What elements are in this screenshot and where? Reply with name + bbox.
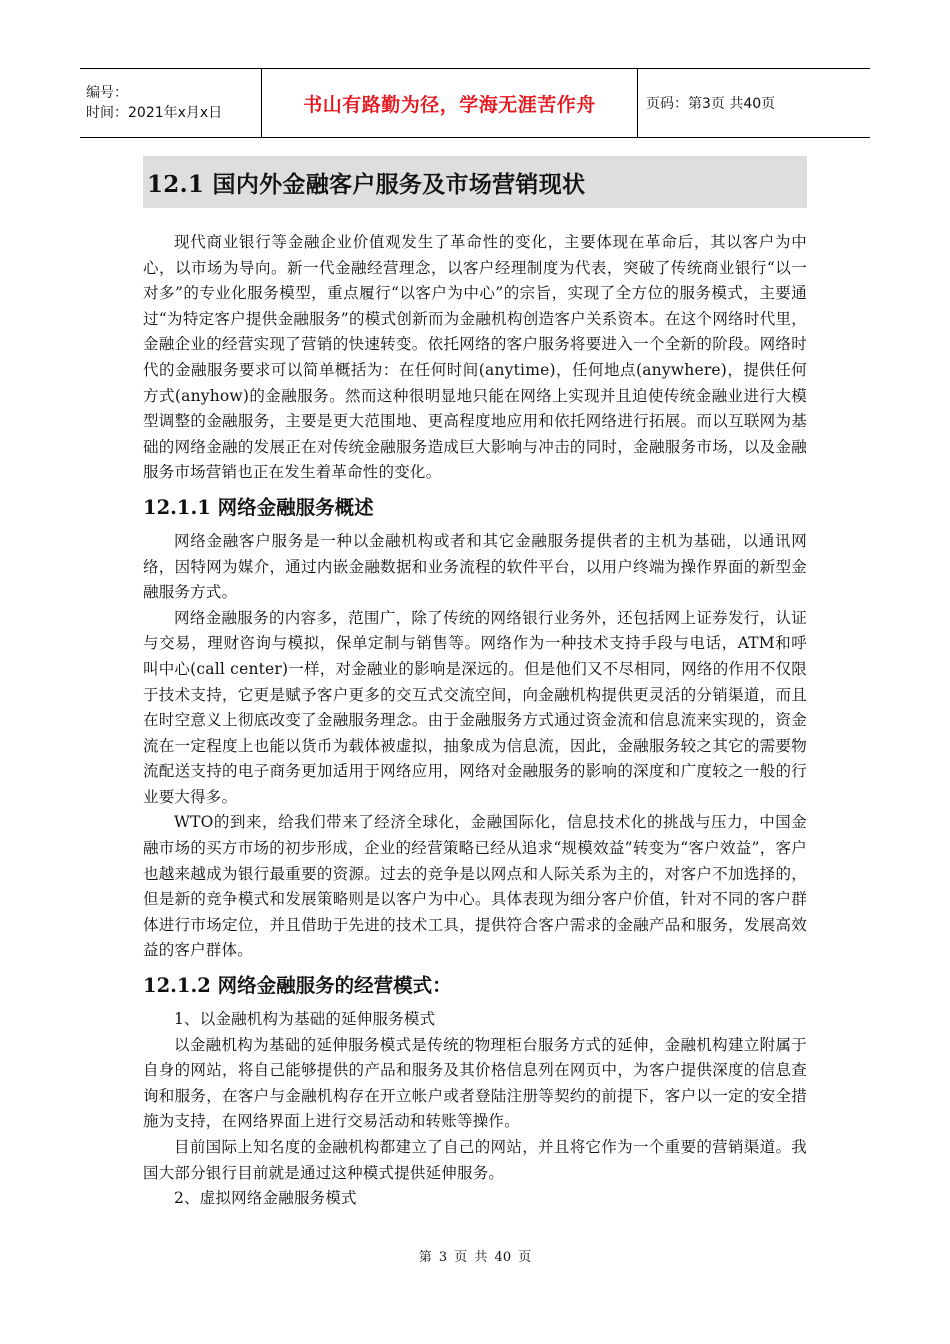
list-item-extension-model: 1、以金融机构为基础的延伸服务模式 bbox=[174, 1010, 436, 1029]
section-title-band bbox=[143, 156, 807, 208]
business-model-paragraph-1: 以金融机构为基础的延伸服务模式是传统的物理柜台服务方式的延伸，金融机构建立附属于自身的网站，将自己能够提供的产品和服务及其价格信息列在网页中，为客户提供深度的信息查询和服务，在客户与金融机构存在开立帐户或者登陆注册等契约的前提下，客户以一定的安全措施为支持，在网络界面上进行交易活动和转账等操作。 bbox=[143, 1035, 807, 1131]
document-date: 时间：2021年x月x日 bbox=[86, 105, 223, 121]
page-header bbox=[80, 68, 870, 138]
intro-paragraph: 现代商业银行等金融企业价值观发生了革命性的变化，主要体现在革命后，其以客户为中心，以市场为导向。新一代金融经营理念，以客户经理制度为代表，突破了传统商业银行“以一对多”的专业化服务模型，重点履行“以客户为中心”的宗旨，实现了全方位的服务模式，主要通过“为特定客户提供金融服务”的模式创新而为金融机构创造客户关系资本。在这个网络时代里，金融企业的经营实现了营销的快速转变。依托网络的客户服务将要进入一个全新的阶段。网络时代的金融服务要求可以简单概括为：在任何时间(anytime)，任何地点(anywhere)，提供任何方式(anyhow)的金融服务。然而这种很明显地只能在网络上实现并且迫使传统金融业进行大模型调整的金融服务，主要是更大范围地、更高程度地应用和依托网络进行拓展。而以互联网为基础的网络金融的发展正在对传统金融服务造成巨大影响与冲击的同时，金融服务市场，以及金融服务市场营销也正在发生着革命性的变化。 bbox=[143, 233, 807, 482]
business-model-paragraph-2: 目前国际上知名度的金融机构都建立了自己的网站，并且将它作为一个重要的营销渠道。我国大部分银行目前就是通过这种模式提供延伸服务。 bbox=[143, 1138, 807, 1182]
overview-paragraph-1: 网络金融客户服务是一种以金融机构或者和其它金融服务提供者的主机为基础，以通讯网络，因特网为媒介，通过内嵌金融数据和业务流程的软件平台，以用户终端为操作界面的新型金融服务方式。 bbox=[143, 531, 807, 602]
header-motto: 书山有路勤为径，学海无涯苦作舟 bbox=[303, 93, 596, 116]
overview-paragraph-3: WTO的到来，给我们带来了经济全球化，金融国际化，信息技术化的挑战与压力，中国金融市场的买方市场的初步形成，企业的经营策略已经从追求“规模效益”转变为“客户效益”，客户也越来越成为银行最重要的资源。过去的竞争是以网点和人际关系为主的，对客户不加选择的，但是新的竞争模式和发展策略则是以客户为中心。具体表现为细分客户价值，针对不同的客户群体进行市场定位，并且借助于先进的技术工具，提供符合客户需求的金融产品和服务，发展高效益的客户群体。 bbox=[143, 813, 807, 960]
header-motto-cell bbox=[262, 69, 638, 137]
overview-paragraph-2: 网络金融服务的内容多，范围广，除了传统的网络银行业务外，还包括网上证券发行，认证与交易，理财咨询与模拟，保单定制与销售等。网络作为一种技术支持手段与电话，ATM和呼叫中心(call center)一样，对金融业的影响是深远的。但是他们又不尽相同，网络的作用不仅限于技术支持，它更是赋予客户更多的交互式交流空间，向金融机构提供更灵活的分销渠道，而且在时空意义上彻底改变了金融服务理念。由于金融服务方式通过资金流和信息流来实现的，资金流在一定程度上也能以货币为载体被虚拟，抽象成为信息流，因此，金融服务较之其它的需要物流配送支持的电子商务更加适用于网络应用，网络对金融服务的影响的深度和广度较之一般的行业要大得多。 bbox=[143, 608, 807, 806]
document-body bbox=[143, 230, 807, 1212]
subsection-heading-business-models: 12.1.2 网络金融服务的经营模式： bbox=[143, 974, 452, 998]
header-meta bbox=[80, 69, 262, 137]
page-footer: 第 3 页 共 40 页 bbox=[418, 1250, 532, 1265]
list-item-virtual-model: 2、虚拟网络金融服务模式 bbox=[174, 1189, 357, 1208]
subsection-heading-overview: 12.1.1 网络金融服务概述 bbox=[143, 495, 374, 519]
document-number-label: 编号： bbox=[86, 85, 128, 101]
section-title: 12.1 国内外金融客户服务及市场营销现状 bbox=[147, 170, 586, 198]
header-page-info: 页码：第3页 共40页 bbox=[646, 96, 776, 112]
header-page-info-cell bbox=[638, 69, 870, 137]
